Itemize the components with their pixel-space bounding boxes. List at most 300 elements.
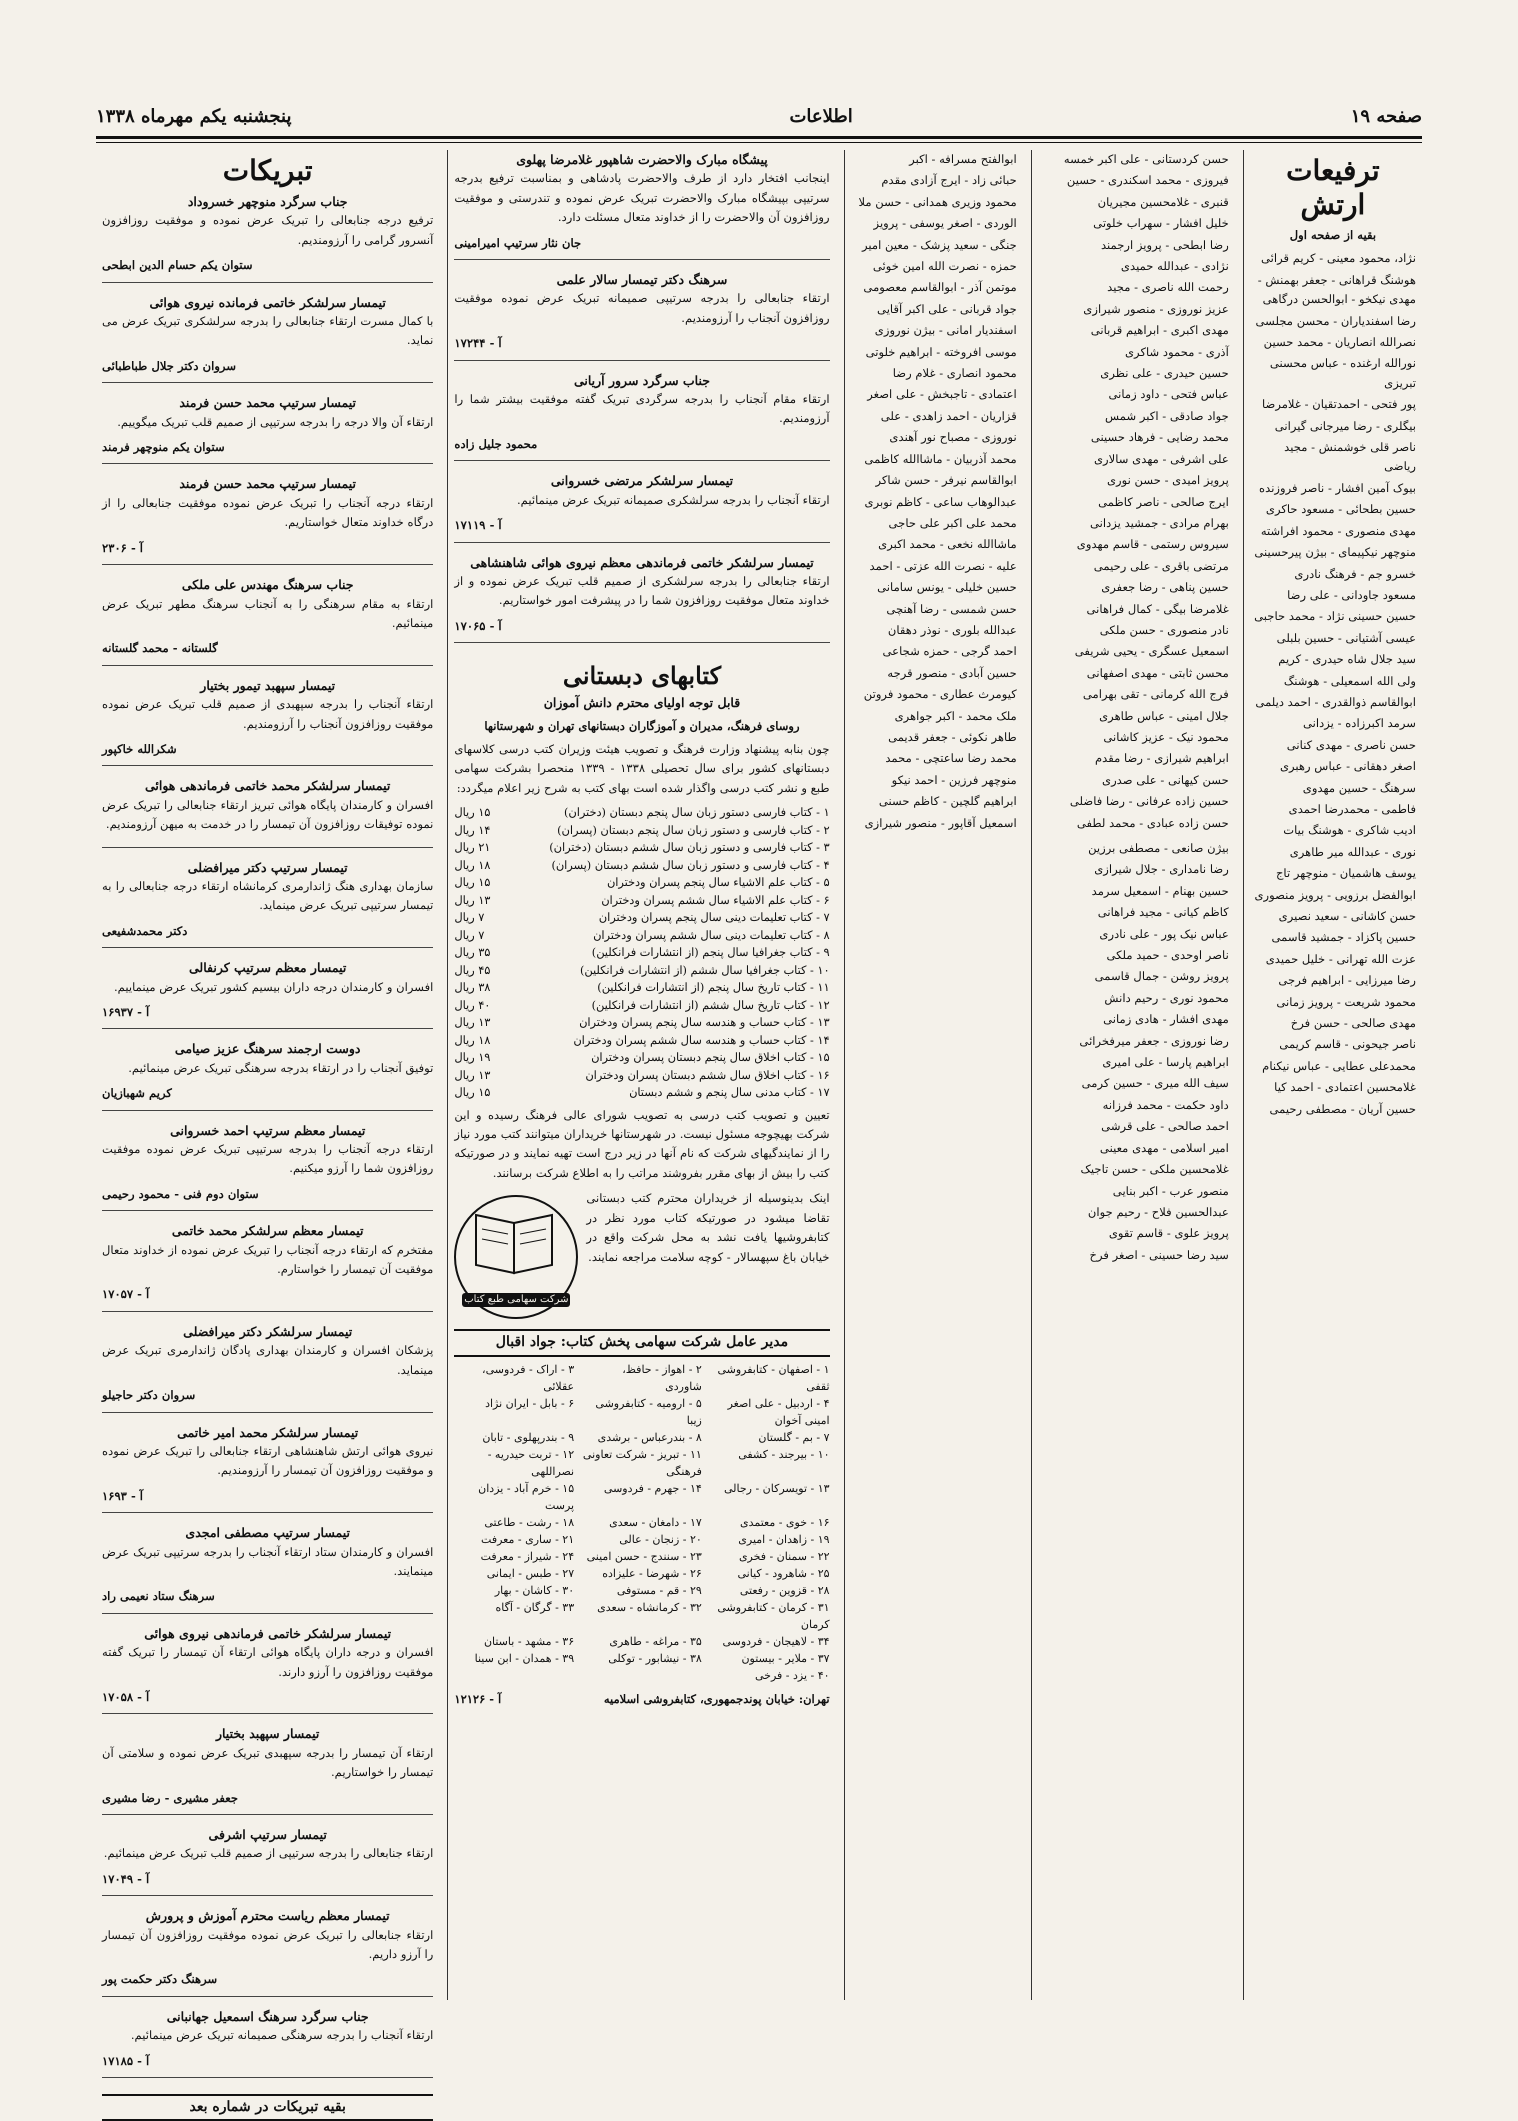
congrats-block-sign: سروان دکتر حاجیلو bbox=[102, 1388, 196, 1403]
name-line: بیژن صانعی - مصطفی برزین bbox=[1088, 841, 1229, 855]
name-line: سید رضا حسینی - اصغر فرخ bbox=[1089, 1247, 1229, 1262]
congrats-block-sign: آ - ۱۶۹۳۷ bbox=[102, 1005, 150, 1019]
congrats-block-body: ترفیع درجه جنابعالی را تبریک عرض نموده و موفقیت روزافزون آنسرور گرامی را آرزومندیم. bbox=[102, 213, 434, 247]
congrats-block-body: ارتقاء آن تیمسار را بدرجه سپهبدی تبریک عرض نموده و سلامتی آن تیمسار را خواستاریم. bbox=[102, 1745, 434, 1780]
congrats-block-sign: دکتر محمدشفیعی bbox=[102, 923, 188, 938]
distributor-item: ۸ - بندرعباس - برشدی bbox=[597, 1430, 702, 1444]
name-line: رضا نامداری - جلال شیرازی bbox=[1094, 862, 1229, 877]
name-line: کیومرث عطاری - محمود فروتن bbox=[863, 687, 1017, 702]
paper-name: اطلاعات bbox=[789, 105, 853, 127]
congrats-block-sign: کریم شهبازیان bbox=[102, 1086, 172, 1101]
congrats-block-sign: آ - ۱۷۱۱۹ bbox=[454, 518, 502, 533]
name-line: ملک محمد - اکبر جواهری bbox=[894, 708, 1017, 723]
name-line: اسفندیار امانی - بیژن نوروزی bbox=[874, 323, 1017, 338]
name-line: حمزه - نصرت الله امین خوئی bbox=[872, 259, 1017, 274]
distributor-item: ۱۵ - خرم آباد - یزدان پرست bbox=[478, 1481, 575, 1512]
distributor-item: ۳۵ - مراغه - طاهری bbox=[609, 1634, 702, 1648]
textbook-name: ۱ - کتاب فارسی دستور زبان سال پنجم دبستان (دختران) bbox=[563, 806, 830, 820]
congrats-block-body: افسران و کارمندان ستاد ارتقاء آنجناب را بدرجه سرتیپی تبریک عرض مینمایند. bbox=[102, 1544, 434, 1578]
distributor-item: ۱۷ - دامغان - سعدی bbox=[609, 1515, 702, 1529]
promotion-line: اصغر دهقانی - عباس رهبری bbox=[1279, 759, 1416, 774]
promotion-line: مهدی صالحی - حسن فرخ bbox=[1290, 1016, 1416, 1031]
congrats-block-title: تیمسار سرلشکر دکتر میرافضلی bbox=[183, 1323, 353, 1339]
names-list-a bbox=[1038, 150, 1229, 833]
textbooks-intro: چون بنابه پیشنهاد وزارت فرهنگ و تصویب هیئت وزیران کتب درسی کلاسهای دبستانهای کشور برای سال تحصیلی ۱۳۳۸ - ۱۳۳۹ منحصرا بشرکت سهامی طبع و نشر کتب درسی واگذار شده است بهای کتب به شرح زیر اعلام میگردد: bbox=[454, 741, 830, 795]
name-line: پرویز علوی - قاسم تقوی bbox=[1108, 1226, 1229, 1241]
distributor-item: ۳۴ - لاهیجان - فردوسی bbox=[722, 1634, 830, 1648]
textbooks-note-2: اینک بدینوسیله از خریداران محترم کتب دبستانی تقاضا میشود در صورتیکه کتاب مورد نظر در کتابفروشیها یافت نشد به محل شرکت واقع در خیابان باغ سپهسالار - کوچه سلامت مراجعه نمایند. bbox=[586, 1191, 830, 1264]
textbook-name: ۱۳ - کتاب حساب و هندسه سال پنجم پسران ودختران bbox=[579, 1016, 830, 1030]
name-line: نژادی - عبدالله حمیدی bbox=[1120, 259, 1229, 274]
congrats-block-body: ارتقاء جنابعالی را بدرجه سرتیپی صمیمانه تبریک عرض نموده موفقیت روزافزون آنجناب را آرزومندیم. bbox=[454, 291, 830, 325]
names-list-b bbox=[851, 150, 1017, 833]
textbook-row bbox=[454, 1032, 829, 1050]
name-line: حبائی زاد - ایرج آزادی مقدم bbox=[881, 173, 1017, 188]
congrats-block-sign: سروان دکتر جلال طباطبائی bbox=[102, 358, 237, 373]
congrats-block-body: ارتقاء مقام آنجناب را بدرجه سرگردی تبریک گفته موفقیت بیشتر شما را آرزومندیم. bbox=[454, 392, 830, 426]
distributor-item: ۲۴ - شیراز - معرفت bbox=[480, 1549, 575, 1563]
name-line: کاظم کیانی - مجید فراهانی bbox=[1097, 905, 1229, 920]
congrats-block-body: پزشکان افسران و کارمندان بهداری پادگان ژاندارمری تبریک عرض مینماید. bbox=[102, 1343, 434, 1377]
textbooks-note: تعیین و تصویب کتب درسی به تصویب شورای عالی فرهنگ رسیده و این شرکت بهیچوجه مسئول نیست. در شهرستانها خریداران میتوانند کتب مورد نیاز را از نمایندگیهای شرکت که نام آنها در زیر درج است تهیه نمایند و در صورتیکه کتب را بیش از بهای مقرر بفروشند مراتب را به اطلاع شرکت برسانند. bbox=[454, 1107, 830, 1180]
promotion-line: نورالله ارغنده - عباس محسنی تبریزی bbox=[1269, 356, 1416, 390]
distributor-item: ۱۸ - رشت - طاعتی bbox=[484, 1515, 575, 1529]
name-line: فرج الله کرمانی - تقی بهرامی bbox=[1082, 687, 1229, 702]
name-line: عباس نیک پور - علی نادری bbox=[1099, 926, 1229, 941]
congrats-block bbox=[454, 471, 829, 542]
congrats-block-title: تیمسار سرلشکر خاتمی فرماندهی نیروی هوائی bbox=[144, 1625, 392, 1641]
congrats-block bbox=[102, 1221, 433, 1312]
distributor-item: ۳۸ - نیشابور - توکلی bbox=[608, 1651, 702, 1665]
name-line: محمد رضا ساعتچی - محمد bbox=[885, 751, 1017, 766]
name-line: حسین زاده عرفانی - رضا فاضلی bbox=[1069, 794, 1229, 809]
name-line: ایرج صالحی - ناصر کاظمی bbox=[1098, 494, 1229, 509]
distributor-item: ۲۲ - سمنان - فخری bbox=[738, 1549, 830, 1563]
textbooks-footer-address: تهران: خیابان پوندجمهوری، کتابفروشی اسلامیه bbox=[603, 1691, 830, 1706]
name-line: حسن زاده عبادی - محمد لطفی bbox=[1076, 815, 1229, 830]
congrats-block bbox=[102, 676, 433, 767]
congrats-block-title: تیمسار سرتیپ محمد حسن فرمند bbox=[179, 395, 356, 411]
textbook-price: ۱۵ ریال bbox=[454, 876, 491, 890]
name-line: حسین خلیلی - یونس سامانی bbox=[877, 580, 1017, 595]
distributor-item: ۲۵ - شاهرود - کیانی bbox=[737, 1566, 830, 1580]
distributor-item: ۳۷ - ملایر - بیستون bbox=[741, 1651, 830, 1665]
textbook-row bbox=[454, 839, 829, 857]
promotion-line: حسن کاشانی - سعید نصیری bbox=[1278, 909, 1416, 923]
promotion-line: نصرالله انصاریان - محمد حسین bbox=[1263, 335, 1416, 350]
promotion-line: نژاد، محمود معینی - کریم قرائی bbox=[1260, 251, 1416, 266]
congrats-block-title: جناب سرگرد سرهنگ اسمعیل جهانبانی bbox=[166, 2008, 369, 2024]
promotion-line: ناصر قلی خوشمنش - مجید ریاضی bbox=[1284, 440, 1416, 474]
congrats-block-title: تیمسار سرلشکر مرتضی خسروانی bbox=[550, 473, 734, 489]
textbooks-title: کتابهای دبستانی bbox=[562, 661, 722, 691]
promotion-line: سید جلال شاه حیدری - کریم bbox=[1278, 652, 1416, 667]
congrats-block-body: ارتقاء آنجناب را بدرجه سرهنگی صمیمانه تبریک عرض مینمائیم. bbox=[130, 2028, 434, 2043]
promotion-line: محمدعلی عطایی - عباس نیکنام bbox=[1262, 1058, 1416, 1073]
distributor-item: ۲۰ - زنجان - عالی bbox=[619, 1532, 702, 1546]
congrats-block-sign: آ - ۱۷۱۸۵ bbox=[102, 2053, 150, 2068]
promotion-line: ابوالقاسم ذوالقدری - احمد دیلمی bbox=[1255, 694, 1416, 709]
distributor-item: ۱ - اصفهان - کتابفروشی ثقفی bbox=[717, 1362, 830, 1393]
masthead-rule-thin bbox=[96, 142, 1422, 143]
congrats-block-sign: ستوان یکم منوچهر فرمند bbox=[102, 440, 225, 455]
congrats-block bbox=[102, 1039, 433, 1110]
congrats-block-sign: سرهنگ دکتر حکمت پور bbox=[102, 1972, 218, 1987]
promotion-line: هوشنگ قراهانی - جعفر بهمنش - مهدی نیکخو - ابوالحسن درگاهی bbox=[1257, 272, 1416, 307]
textbook-price: ۱۸ ریال bbox=[454, 1033, 491, 1047]
promotion-line: رضا میرزایی - ابراهیم فرجی bbox=[1278, 973, 1416, 988]
textbook-name: ۲ - کتاب فارسی و دستور زبان سال پنجم دبستان (پسران) bbox=[557, 823, 830, 837]
textbooks-footer-code: آ - ۱۲۱۲۶ bbox=[454, 1691, 502, 1706]
distributor-item: ۲۹ - قم - مستوفی bbox=[616, 1583, 702, 1597]
textbook-row bbox=[454, 874, 829, 892]
textbook-name: ۶ - کتاب علم الاشیاء سال ششم پسران ودختران bbox=[601, 893, 830, 907]
congrats-block-body: ارتقاء جنابعالی را تبریک عرض نموده موفقیت روزافزون آن تیمسار را آرزو داریم. bbox=[102, 1927, 434, 1962]
distributor-item: ۴۰ - یزد - فرخی bbox=[754, 1668, 830, 1682]
name-line: اسمعیل آقاپور - منصور شیرازی bbox=[864, 815, 1017, 830]
congrats-block-title: تیمسار معظم سرتیپ احمد خسروانی bbox=[170, 1122, 366, 1138]
congrats-block bbox=[454, 553, 829, 644]
promotion-line: سرمد اکبرزاده - یزدانی bbox=[1303, 716, 1416, 731]
textbook-price: ۴۵ ریال bbox=[454, 963, 491, 977]
congrats-block bbox=[102, 776, 433, 847]
congrats-block-body: ارتقاء آن والا درجه را بدرجه سرتیپی از صمیم قلب تبریک میگوییم. bbox=[117, 414, 434, 429]
name-line: محمود انصاری - غلام رضا bbox=[892, 366, 1017, 381]
congrats-block-body: ارتقاء به مقام سرهنگی را به آنجناب سرهنگ مطهر تبریک عرض مینمائیم. bbox=[102, 596, 434, 630]
textbook-name: ۱۱ - کتاب تاریخ سال پنجم (از انتشارات فرانکلین) bbox=[597, 981, 830, 995]
congrats-block-body: با کمال مسرت ارتقاء جنابعالی را بدرجه سرلشکری تبریک عرض می نماید. bbox=[102, 314, 434, 348]
congrats-block bbox=[102, 192, 433, 283]
name-line: حسین حیدری - علی نظری bbox=[1100, 366, 1229, 381]
distributor-item: ۲۱ - ساری - معرفت bbox=[481, 1532, 575, 1546]
center-column bbox=[447, 150, 835, 2000]
textbook-price: ۲۱ ریال bbox=[454, 841, 491, 855]
congrats-block bbox=[102, 958, 433, 1029]
congrats-block-title: تیمسار سرتیپ محمد حسن فرمند bbox=[179, 476, 356, 492]
congrats-block-sign: آ - ۱۷۰۵۸ bbox=[102, 1689, 150, 1704]
name-line: نوروزی - مصباح نور آهندی bbox=[889, 430, 1017, 445]
distributor-item: ۳۱ - کرمان - کتابفروشی کرمان bbox=[717, 1600, 830, 1631]
name-line: خلیل افشار - سهراب خلوتی bbox=[1093, 216, 1229, 231]
promotion-line: فاطمی - محمدرضا احمدی bbox=[1288, 801, 1416, 816]
congrats-block-title: تیمسار سرلشکر محمد خاتمی فرماندهی هوائی bbox=[144, 778, 391, 794]
distributor-item: ۳۰ - کاشان - بهار bbox=[494, 1583, 575, 1597]
congrats-block-title: تیمسار سرلشکر خاتمی فرمانده نیروی هوائی bbox=[149, 294, 386, 310]
name-line: عباس فتحی - داود زمانی bbox=[1108, 387, 1229, 402]
promotion-line: عزت الله تهرانی - خلیل حمیدی bbox=[1265, 951, 1416, 966]
distributor-item: ۳۳ - گرگان - آگاه bbox=[495, 1600, 575, 1614]
open-book-icon bbox=[466, 1209, 562, 1279]
congrats-block-title: تیمسار معظم سرتیپ کرنفالی bbox=[188, 960, 347, 976]
distributor-item: ۹ - بندرپهلوی - تابان bbox=[482, 1430, 575, 1444]
name-line: بهرام مرادی - جمشید یزدانی bbox=[1090, 515, 1229, 530]
name-line: جواد صادقی - اکبر شمس bbox=[1105, 408, 1229, 423]
congrats-block-sign: شکرالله خاکپور bbox=[102, 741, 177, 756]
distributor-item: ۱۳ - تویسرکان - رجالی bbox=[723, 1481, 830, 1495]
name-line: حسین بهنام - اسمعیل سرمد bbox=[1091, 883, 1229, 898]
distributor-item: ۱۹ - زاهدان - امیری bbox=[738, 1532, 830, 1546]
promotion-line: حسن ناصری - مهدی کنانی bbox=[1286, 737, 1416, 752]
distributor-item: ۲۶ - شهرضا - علیزاده bbox=[602, 1566, 702, 1580]
textbook-name: ۱۵ - کتاب اخلاق سال پنجم دبستان پسران ودختران bbox=[591, 1051, 830, 1065]
name-line: قنبری - غلامحسین مجیریان bbox=[1097, 194, 1229, 209]
name-line: محمد رضایی - فرهاد حسینی bbox=[1090, 430, 1229, 445]
congrats-block bbox=[102, 474, 433, 565]
textbook-name: ۳ - کتاب فارسی و دستور زبان سال ششم دبستان (دختران) bbox=[549, 841, 830, 855]
congrats-blocks bbox=[102, 192, 433, 2088]
distributor-item: ۲۸ - قزوین - رفعتی bbox=[739, 1583, 830, 1597]
congrats-block-title: تیمسار سرتیپ دکتر میرافضلی bbox=[187, 859, 348, 875]
name-line: محمد آذربیان - ماشاالله کاظمی bbox=[864, 451, 1017, 466]
congrats-block-title: سرهنگ دکتر تیمسار سالار علمی bbox=[556, 272, 728, 288]
masthead-rule bbox=[96, 136, 1422, 139]
textbook-row bbox=[454, 1014, 829, 1032]
name-line: محمود وزیری همدانی - حسن ملا bbox=[858, 194, 1017, 209]
textbook-row bbox=[454, 997, 829, 1015]
textbook-name: ۱۷ - کتاب مدنی سال پنجم و ششم دبستان bbox=[629, 1086, 830, 1100]
textbook-name: ۱۰ - کتاب جغرافیا سال ششم (از انتشارات فرانکلین) bbox=[580, 963, 830, 977]
textbook-name: ۷ - کتاب تعلیمات دینی سال پنجم پسران ودختران bbox=[598, 911, 830, 925]
congrats-block-body: توفیق آنجناب را در ارتقاء بدرجه سرهنگی تبریک عرض مینمائیم. bbox=[128, 1060, 434, 1075]
promotion-line: نوری - عبدالله میر طاهری bbox=[1289, 844, 1416, 859]
textbook-price: ۴۰ ریال bbox=[454, 998, 491, 1012]
royal-congrats-title: پیشگاه مبارک والاحضرت شاهپور غلامرضا پهلوی bbox=[516, 152, 768, 167]
center-congrats bbox=[454, 150, 829, 653]
congrats-block-title: تیمسار سرتیپ مصطفی امجدی bbox=[185, 1525, 350, 1541]
promotions-continued: بقیه از صفحه اول bbox=[1289, 228, 1377, 242]
name-line: محسن ثابتی - مهدی اصفهانی bbox=[1086, 665, 1229, 680]
textbook-price: ۳۵ ریال bbox=[454, 946, 491, 960]
name-line: علی اشرفی - مهدی سالاری bbox=[1093, 451, 1229, 466]
congrats-block-sign: ستوان یکم حسام الدین ابطحی bbox=[102, 258, 253, 273]
textbook-row bbox=[454, 1049, 829, 1067]
name-line: اعتمادی - تاجبخش - علی اصغر bbox=[867, 387, 1017, 402]
publisher-seal-text: شرکت سهامی طبع کتاب bbox=[464, 1294, 569, 1306]
name-line: حسن کیهانی - علی صدری bbox=[1102, 772, 1229, 787]
textbook-row bbox=[454, 979, 829, 997]
congrats-block bbox=[102, 1423, 433, 1514]
name-line: ابراهیم گلچین - کاظم حسنی bbox=[878, 794, 1017, 809]
name-line: ناصر اوحدی - حمید ملکی bbox=[1106, 948, 1229, 963]
congrats-block bbox=[102, 1121, 433, 1212]
congrats-block-body: ارتقاء درجه آنجناب را بدرجه سرتیپی تبریک عرض نموده موفقیت روزافزون شما را آرزو میکنیم. bbox=[102, 1142, 434, 1176]
textbook-price: ۳۸ ریال bbox=[454, 981, 491, 995]
congrats-block-body: ارتقاء جنابعالی را بدرجه سرلشکری از صمیم قلب تبریک عرض نموده و از خداوند متعال موفقیت روزافزون شما را در پیشرفت امور خواستاریم. bbox=[454, 573, 830, 608]
publisher-logo bbox=[454, 1195, 578, 1319]
name-line: مرتضی باقری - علی رحیمی bbox=[1093, 558, 1229, 573]
name-line: پرویز روشن - جمال قاسمی bbox=[1094, 969, 1229, 984]
distributor-item: ۲۷ - طبس - ایمانی bbox=[486, 1566, 575, 1580]
distributor-item: ۳۹ - همدان - ابن سینا bbox=[474, 1651, 575, 1665]
congrats-block-title: تیمسار سرتیپ اشرفی bbox=[208, 1827, 327, 1842]
name-line: مهدی اکبری - ابراهیم قربانی bbox=[1090, 323, 1229, 338]
textbook-price: ۷ ریال bbox=[454, 928, 485, 942]
distributors-manager: مدیر عامل شرکت سهامی پخش کتاب: جواد اقبال bbox=[454, 1329, 829, 1356]
promotion-line: عیسی آشتیانی - حسین بلبلی bbox=[1276, 630, 1416, 645]
name-line: منصور عرب - اکبر بنایی bbox=[1112, 1183, 1229, 1198]
textbook-name: ۴ - کتاب فارسی و دستور زبان سال ششم دبستان (پسران) bbox=[551, 858, 830, 872]
congrats-block-body: افسران و کارمندان درجه داران بیسیم کشور تبریک عرض مینماییم. bbox=[113, 979, 434, 994]
name-line: محمود نیک - عزیز کاشانی bbox=[1103, 729, 1229, 744]
issue-date: پنجشنبه یکم مهرماه ۱۳۳۸ bbox=[96, 105, 292, 127]
royal-congrats-body: اینجانب افتخار دارد از طرف والاحضرت پادشاهی و بمناسبت ترفیع بدرجه سرتیپی بپیشگاه مبارک والاحضرت تبریک عرض نموده و تندرستی و موفقیت روزافزون آن والاحضرت را از خداوند متعال مسئلت دارد. bbox=[454, 171, 830, 225]
textbook-row bbox=[454, 927, 829, 945]
distributor-item: ۶ - بابل - ایران نژاد bbox=[485, 1396, 575, 1410]
congrats-column bbox=[96, 150, 439, 2116]
names-list-c bbox=[1038, 839, 1229, 1265]
name-line: جواد قربانی - علی اکبر آقایی bbox=[877, 301, 1017, 316]
name-line: عبدالوهاب ساعی - کاظم نوبری bbox=[864, 494, 1017, 509]
masthead bbox=[96, 96, 1422, 136]
congrats-block-body: نیروی هوائی ارتش شاهنشاهی ارتقاء جنابعالی را تبریک عرض نموده و موفقیت روزافزون آن تیمسار را آرزومندیم. bbox=[102, 1443, 434, 1478]
name-line: قزاریان - احمد زاهدی - علی bbox=[880, 408, 1017, 423]
congrats-block-body: ارتقاء آنجناب را بدرجه سپهبدی از صمیم قلب تبریک عرض نموده موفقیت روزافزون آنجناب را آرزومندیم. bbox=[102, 697, 434, 731]
textbook-name: ۱۶ - کتاب اخلاق سال ششم دبستان پسران ودختران bbox=[585, 1068, 830, 1082]
congrats-block bbox=[102, 2007, 433, 2078]
congrats-block bbox=[102, 1906, 433, 1997]
name-line: امیر اسلامی - مهدی معینی bbox=[1099, 1140, 1229, 1155]
name-line: غلامحسین ملکی - حسن تاجیک bbox=[1080, 1162, 1229, 1177]
name-line: موسی افروخته - ابراهیم خلوتی bbox=[865, 344, 1017, 359]
congrats-block-sign: آ - ۲۳۰۶ bbox=[102, 540, 144, 555]
textbook-price: ۱۵ ریال bbox=[454, 1086, 491, 1100]
name-line: عبدالحسین فلاح - رحیم جوان bbox=[1087, 1204, 1229, 1219]
textbook-price: ۱۳ ریال bbox=[454, 893, 491, 907]
congrats-block-sign: محمود جلیل زاده bbox=[454, 436, 538, 451]
textbook-row bbox=[454, 1067, 829, 1085]
congrats-block bbox=[102, 858, 433, 949]
congrats-block-sign: آ - ۱۷۰۶۵ bbox=[454, 618, 502, 633]
textbook-name: ۸ - کتاب تعلیمات دینی سال ششم پسران ودختران bbox=[593, 928, 830, 942]
congrats-block-body: سازمان بهداری هنگ ژاندارمری کرمانشاه ارتقاء درجه جنابعالی را به تیمسار سرتیپی تبریک عرض مینماید. bbox=[102, 878, 434, 913]
columns bbox=[96, 150, 1422, 2116]
name-line: عبدالله بلوری - نوذر دهقان bbox=[887, 622, 1017, 637]
name-line: جنگی - سعید پزشک - معین امیر bbox=[862, 237, 1017, 252]
congrats-block-body: مفتخرم که ارتقاء درجه آنجناب را تبریک عرض نموده از خداوند متعال موفقیت آن تیمسار را خواستارم. bbox=[102, 1242, 434, 1277]
promotion-line: ولی الله اسمعیلی - هوشنگ bbox=[1283, 673, 1416, 688]
name-line: رحمت الله ناصری - مجید bbox=[1107, 280, 1229, 295]
congrats-block bbox=[102, 1825, 433, 1896]
page-number: صفحه ۱۹ bbox=[1350, 105, 1422, 127]
congrats-block-sign: ستوان دوم فنی - محمود رحیمی bbox=[102, 1186, 259, 1201]
distributor-item: ۴ - اردبیل - علی اصغر امینی آخوان bbox=[727, 1396, 830, 1427]
name-line: محمد علی اکبر علی حاجی bbox=[888, 515, 1017, 530]
textbook-price: ۱۵ ریال bbox=[454, 806, 491, 820]
congrats-title: تبریکات bbox=[222, 154, 313, 187]
textbook-name: ۵ - کتاب علم الاشیاء سال پنجم پسران ودختران bbox=[606, 876, 830, 890]
name-line: حسین پناهی - رضا جعفری bbox=[1101, 580, 1229, 595]
congrats-block bbox=[454, 371, 829, 462]
textbooks-subtitle: قابل توجه اولیای محترم دانش آموزان bbox=[543, 695, 741, 711]
distributor-item: ۱۱ - تبریز - شرکت تعاونی فرهنگی bbox=[582, 1447, 702, 1478]
royal-congrats bbox=[454, 150, 829, 260]
congrats-block-sign: آ - ۱۷۰۴۹ bbox=[102, 1871, 150, 1886]
name-line: حسین آبادی - منصور قرجه bbox=[887, 665, 1017, 680]
congrats-block-body: افسران و درجه داران پایگاه هوائی ارتقاء آن تیمسار را تبریک گفته موفقیت روزافزون را آرزو دارند. bbox=[102, 1645, 434, 1679]
name-line: احمد گرجی - حمزه شجاعی bbox=[882, 644, 1017, 659]
distributor-item: ۷ - بم - گلستان bbox=[758, 1430, 830, 1444]
congrats-block bbox=[102, 575, 433, 666]
name-line: ماشاالله نخعی - محمد اکبری bbox=[878, 537, 1017, 552]
name-line: رضا ابطحی - پرویز ارجمند bbox=[1100, 237, 1229, 252]
textbook-name: ۱۴ - کتاب حساب و هندسه سال ششم پسران ودختران bbox=[573, 1033, 830, 1047]
congrats-block bbox=[102, 393, 433, 464]
name-line: سیروس رستمی - قاسم مهدوی bbox=[1076, 537, 1229, 552]
promotion-line: حسین بطحائی - مسعود حاکری bbox=[1265, 502, 1416, 517]
congrats-block-body: ارتقاء آنجناب را بدرجه سرلشکری صمیمانه تبریک عرض مینمائیم. bbox=[516, 492, 830, 507]
congrats-block-sign: آ - ۱۷۲۴۴ bbox=[454, 336, 502, 351]
name-line: طاهر نکوئی - جعفر قدیمی bbox=[888, 729, 1017, 744]
textbook-price: ۱۳ ریال bbox=[454, 1068, 491, 1082]
congrats-block-sign: جعفر مشیری - رضا مشیری bbox=[102, 1790, 239, 1805]
congrats-block-sign: آ - ۱۷۰۵۷ bbox=[102, 1287, 150, 1302]
name-line: عزیز نوروزی - منصور شیرازی bbox=[1083, 301, 1229, 316]
congrats-block-title: تیمسار سپهبد بختیار bbox=[215, 1726, 320, 1742]
distributor-item: ۱۶ - خوی - معتمدی bbox=[739, 1515, 830, 1529]
textbook-price: ۱۳ ریال bbox=[454, 1016, 491, 1030]
textbook-row bbox=[454, 822, 829, 840]
name-line: ابوالفتح مسرافه - اکبر bbox=[909, 152, 1017, 166]
congrats-block-body: افسران و کارمندان پایگاه هوائی تبریز ارتقاء جنابعالی را تبریک عرض نموده توفیقات روزافزون آن تیمسار را در خدمت به میهن آرزومندیم. bbox=[102, 797, 434, 832]
congrats-block-sign: سرهنگ ستاد نعیمی راد bbox=[102, 1589, 215, 1604]
name-line: احمد صالحی - علی قرشی bbox=[1101, 1119, 1229, 1134]
name-line: علیه - نصرت الله عزتی - احمد bbox=[869, 558, 1017, 573]
name-line: جلال امینی - عباس طاهری bbox=[1099, 708, 1229, 723]
name-line: موتمن آذر - ابوالقاسم معصومی bbox=[863, 280, 1017, 295]
textbooks-list bbox=[454, 804, 829, 1102]
promotions-title: ترفیعات ارتش bbox=[1286, 154, 1380, 221]
textbook-row bbox=[454, 892, 829, 910]
promotion-line: ادیب شاکری - هوشنگ بیات bbox=[1283, 823, 1416, 838]
distributor-item: ۲۳ - سنندج - حسن امینی bbox=[586, 1549, 702, 1563]
congrats-block-title: تیمسار سرلشکر محمد امیر خاتمی bbox=[177, 1424, 359, 1440]
distributor-item: ۳۲ - کرمانشاه - سعدی bbox=[597, 1600, 702, 1614]
textbook-row bbox=[454, 1084, 829, 1102]
promotions-column bbox=[1243, 150, 1422, 2000]
name-line: سیف الله میری - حسین کرمی bbox=[1081, 1076, 1229, 1091]
textbook-row bbox=[454, 804, 829, 822]
promotion-line: بیوک آمین افشار - ناصر فروزنده bbox=[1259, 480, 1416, 495]
textbooks-footer bbox=[454, 1690, 829, 1709]
textbook-row bbox=[454, 909, 829, 927]
name-line: غلامرضا بیگی - کمال فراهانی bbox=[1086, 601, 1229, 616]
congrats-block-body: ارتقاء جنابعالی را بدرجه سرتیپی از صمیم قلب تبریک عرض مینمائیم. bbox=[103, 1846, 434, 1861]
congrats-block-title: جناب سرگرد منوچهر خسروداد bbox=[187, 194, 348, 209]
promotion-line: محمود شریعت - پرویز زمانی bbox=[1276, 994, 1416, 1009]
textbook-row bbox=[454, 962, 829, 980]
distributor-item: ۳۶ - مشهد - باستان bbox=[483, 1634, 575, 1648]
promotion-line: رضا اسفندیاران - محسن مجلسی bbox=[1255, 313, 1416, 328]
name-line: فیروزی - محمد اسکندری - حسین bbox=[1066, 173, 1229, 188]
distributors-list bbox=[454, 1361, 829, 1684]
textbook-price: ۱۴ ریال bbox=[454, 823, 491, 837]
name-line: حسن شمسی - رضا آهنچی bbox=[886, 601, 1017, 616]
congrats-block-title: تیمسار سپهبد تیمور بختیار bbox=[200, 677, 336, 693]
textbook-price: ۱۸ ریال bbox=[454, 858, 491, 872]
congrats-block bbox=[102, 1624, 433, 1715]
center-blocks bbox=[454, 270, 829, 643]
promotion-line: حسین حسینی نژاد - محمد حاجبی bbox=[1254, 609, 1416, 624]
promotion-line: ابوالفضل برزویی - پرویز منصوری bbox=[1254, 887, 1416, 902]
name-line: حسن کردستانی - علی اکبر خمسه bbox=[1063, 152, 1229, 166]
congrats-block-body: ارتقاء درجه آنجناب را تبریک عرض نموده موفقیت جنابعالی را از درگاه خداوند متعال خواستاریم. bbox=[102, 495, 434, 530]
name-line: نادر منصوری - حسن ملکی bbox=[1099, 622, 1229, 637]
congrats-block-title: تیمسار سرلشکر خاتمی فرماندهی معظم نیروی هوائی شاهنشاهی bbox=[470, 554, 814, 570]
textbook-name: ۱۲ - کتاب تاریخ سال ششم (از انتشارات فرانکلین) bbox=[591, 998, 830, 1012]
distributor-item: ۳ - اراک - فردوسی، عقلائی bbox=[482, 1362, 575, 1393]
promotion-line: غلامحسین اعتمادی - احمد کیا bbox=[1274, 1080, 1416, 1095]
promotion-line: مسعود جاودانی - علی رضا bbox=[1287, 587, 1416, 602]
